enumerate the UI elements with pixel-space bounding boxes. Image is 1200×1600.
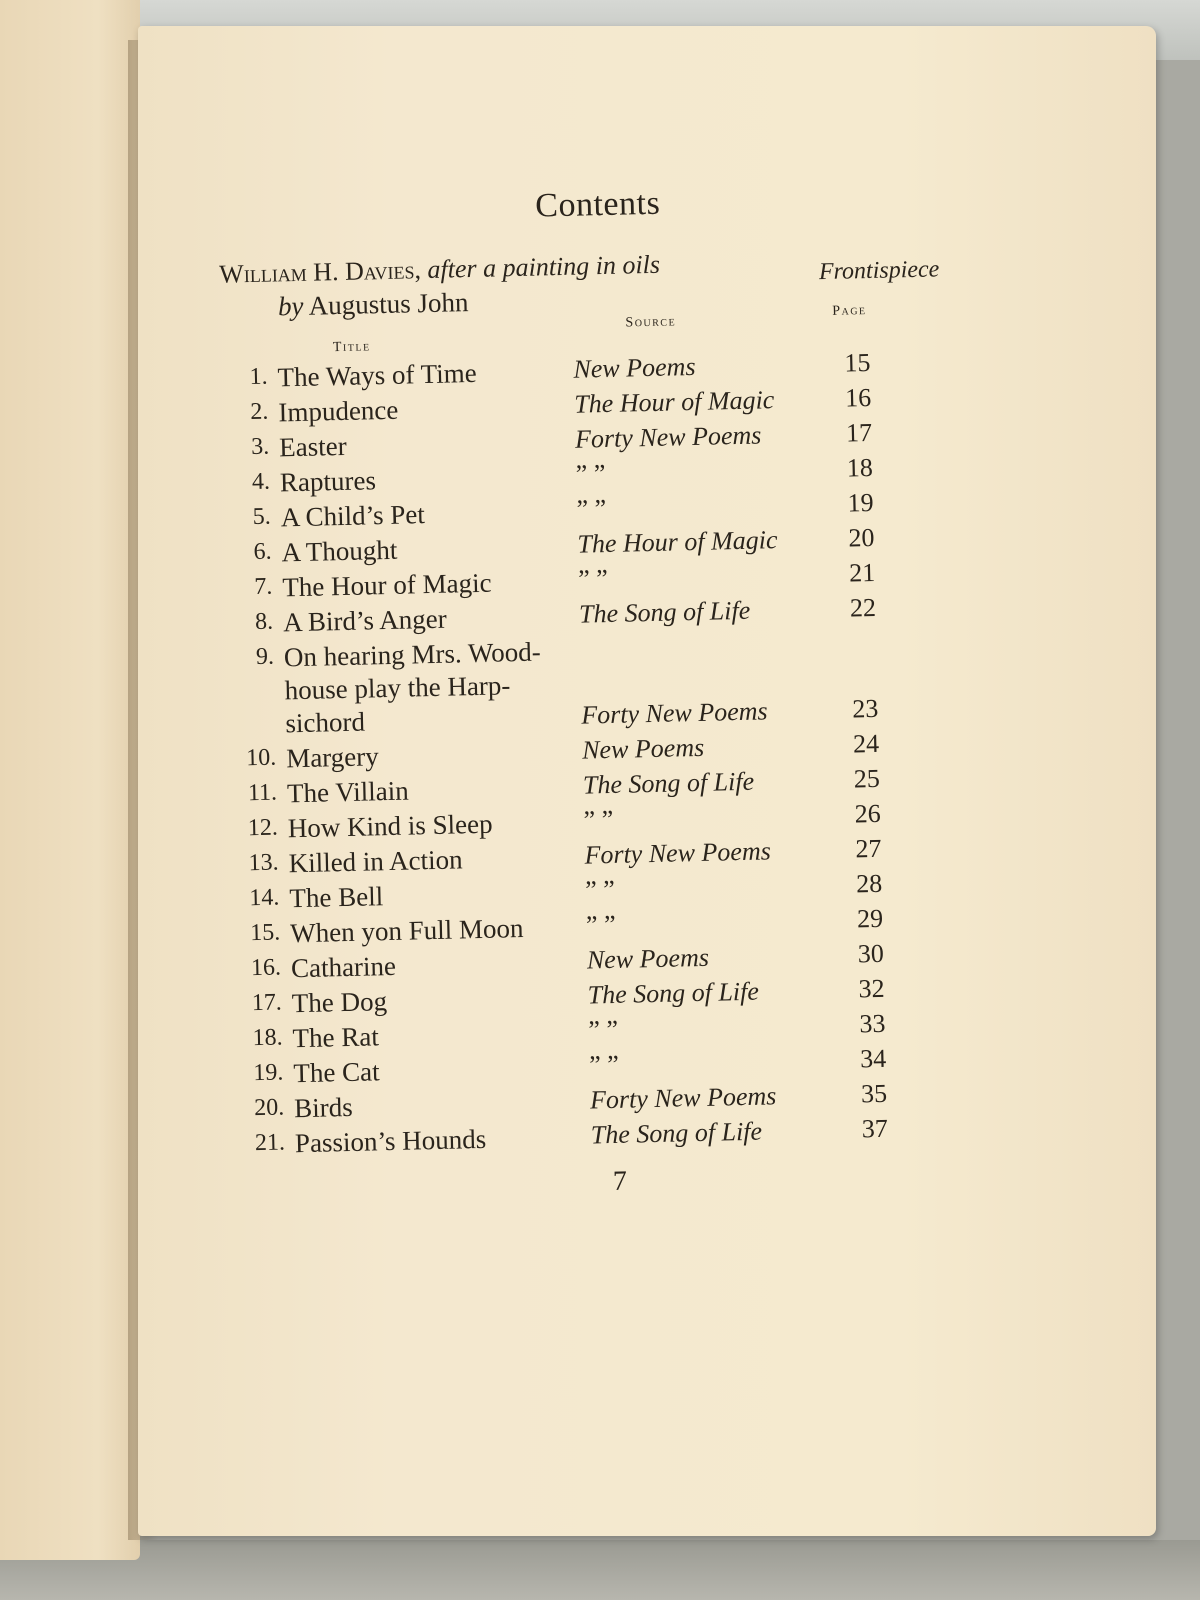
column-header-title: Title (332, 339, 371, 356)
page-title: Contents (534, 184, 661, 225)
entry-source: ” ” (576, 494, 607, 524)
entry-source: Forty New Poems (574, 420, 762, 454)
entry-number: 9. (255, 643, 275, 670)
entry-title: Margery (285, 741, 380, 774)
entry-source: New Poems (581, 732, 705, 765)
entry-page: 23 (851, 693, 879, 724)
entry-number: 19. (253, 1059, 284, 1087)
column-header-source: Source (625, 314, 677, 331)
entry-page: 27 (855, 833, 882, 864)
entry-page: 19 (847, 487, 874, 518)
entry-number: 21. (254, 1129, 286, 1157)
entry-number: 11. (247, 779, 278, 807)
entry-source: ” ” (584, 874, 616, 905)
entry-source: The Song of Life (582, 766, 755, 800)
entry-page: 29 (856, 903, 884, 934)
entry-page: 21 (848, 557, 876, 588)
contents-page (138, 26, 1156, 1536)
entry-title: On hearing Mrs. Wood-house play the Harp-sichord (283, 636, 542, 739)
entry-source: ” ” (585, 909, 617, 940)
frontispiece-caption (219, 250, 660, 290)
entry-number: 2. (250, 398, 269, 426)
entry-title: The Rat (292, 1021, 380, 1054)
entry-title: The Ways of Time (277, 357, 477, 393)
entry-title: The Dog (291, 986, 388, 1019)
entry-title: Impudence (278, 394, 399, 428)
entry-source: The Song of Life (587, 976, 760, 1010)
entry-source: Forty New Poems (584, 836, 772, 870)
entry-source: New Poems (573, 351, 696, 384)
entry-page: 26 (854, 798, 881, 829)
entry-page: 28 (855, 868, 883, 899)
entry-source: ” ” (588, 1014, 619, 1045)
entry-title: A Child’s Pet (280, 499, 426, 533)
entry-title: Catharine (290, 950, 397, 984)
entry-number: 18. (252, 1024, 283, 1052)
entry-title: How Kind is Sleep (287, 808, 493, 844)
entry-page: 18 (846, 452, 874, 483)
entry-page: 16 (844, 382, 872, 413)
entry-number: 13. (248, 849, 279, 877)
entry-title: Raptures (279, 465, 377, 498)
frontispiece-artist: Augustus John (308, 287, 469, 321)
entry-source: ” ” (575, 459, 606, 489)
background-bottom (0, 1540, 1200, 1600)
frontispiece-subject: William H. Davies, (218, 255, 422, 289)
entry-page: 15 (844, 347, 871, 378)
entry-title: A Thought (281, 534, 398, 568)
entry-number: 10. (245, 744, 277, 772)
entry-title: The Villain (286, 775, 409, 809)
contents-block (217, 148, 1002, 1265)
entry-source: ” ” (588, 1049, 620, 1080)
entry-title: The Bell (289, 881, 384, 914)
entry-title: Killed in Action (288, 844, 463, 879)
entry-number: 7. (254, 573, 273, 601)
entry-number: 16. (250, 954, 282, 982)
entry-title: A Bird’s Anger (282, 603, 447, 638)
entry-source: The Song of Life (578, 595, 751, 629)
entry-page: 17 (845, 417, 873, 448)
entry-page: 35 (860, 1078, 888, 1109)
entry-number: 14. (249, 884, 280, 912)
entry-page: 30 (857, 938, 885, 969)
entry-number: 20. (253, 1094, 285, 1122)
entry-number: 15. (249, 919, 281, 947)
entry-source: ” ” (577, 563, 609, 594)
frontispiece-medium: after a painting in oils (427, 249, 661, 284)
entry-title: Passion’s Hounds (294, 1123, 487, 1159)
entry-page: 25 (853, 763, 881, 794)
entry-title: Easter (278, 430, 347, 463)
frontispiece-label: Frontispiece (818, 256, 940, 286)
frontispiece-by: by (277, 290, 304, 322)
entry-title: When yon Full Moon (289, 912, 524, 949)
entry-number: 4. (251, 468, 271, 496)
entry-page: 32 (858, 973, 885, 1004)
entry-page: 34 (859, 1043, 887, 1074)
entry-title: Birds (293, 1091, 354, 1124)
entry-page: 24 (852, 728, 880, 759)
frontispiece-artist-line (278, 287, 469, 322)
page-number: 7 (612, 1165, 628, 1198)
entry-source: The Hour of Magic (573, 385, 775, 419)
facing-page-edge (0, 0, 140, 1560)
contents-list (221, 345, 999, 1163)
entry-source: Forty New Poems (581, 696, 768, 730)
entry-source: The Hour of Magic (577, 525, 778, 559)
entry-page: 22 (849, 592, 877, 623)
entry-number: 3. (250, 433, 270, 461)
entry-number: 17. (251, 989, 283, 1017)
entry-page: 37 (861, 1113, 889, 1144)
entry-number: 6. (253, 538, 272, 566)
entry-source: ” ” (583, 804, 614, 835)
entry-source: The Song of Life (590, 1116, 763, 1150)
entry-title: The Cat (293, 1056, 380, 1089)
entry-source: Forty New Poems (589, 1081, 777, 1115)
column-header-page: Page (832, 303, 867, 319)
entry-number: 5. (252, 503, 272, 531)
list-item (228, 625, 990, 743)
entry-number: 12. (247, 814, 279, 842)
entry-page: 20 (848, 522, 875, 553)
entry-number: 1. (249, 363, 268, 391)
entry-title: The Hour of Magic (282, 567, 492, 603)
entry-number: 8. (254, 608, 274, 635)
entry-source: New Poems (586, 942, 710, 975)
entry-page: 33 (859, 1008, 886, 1039)
